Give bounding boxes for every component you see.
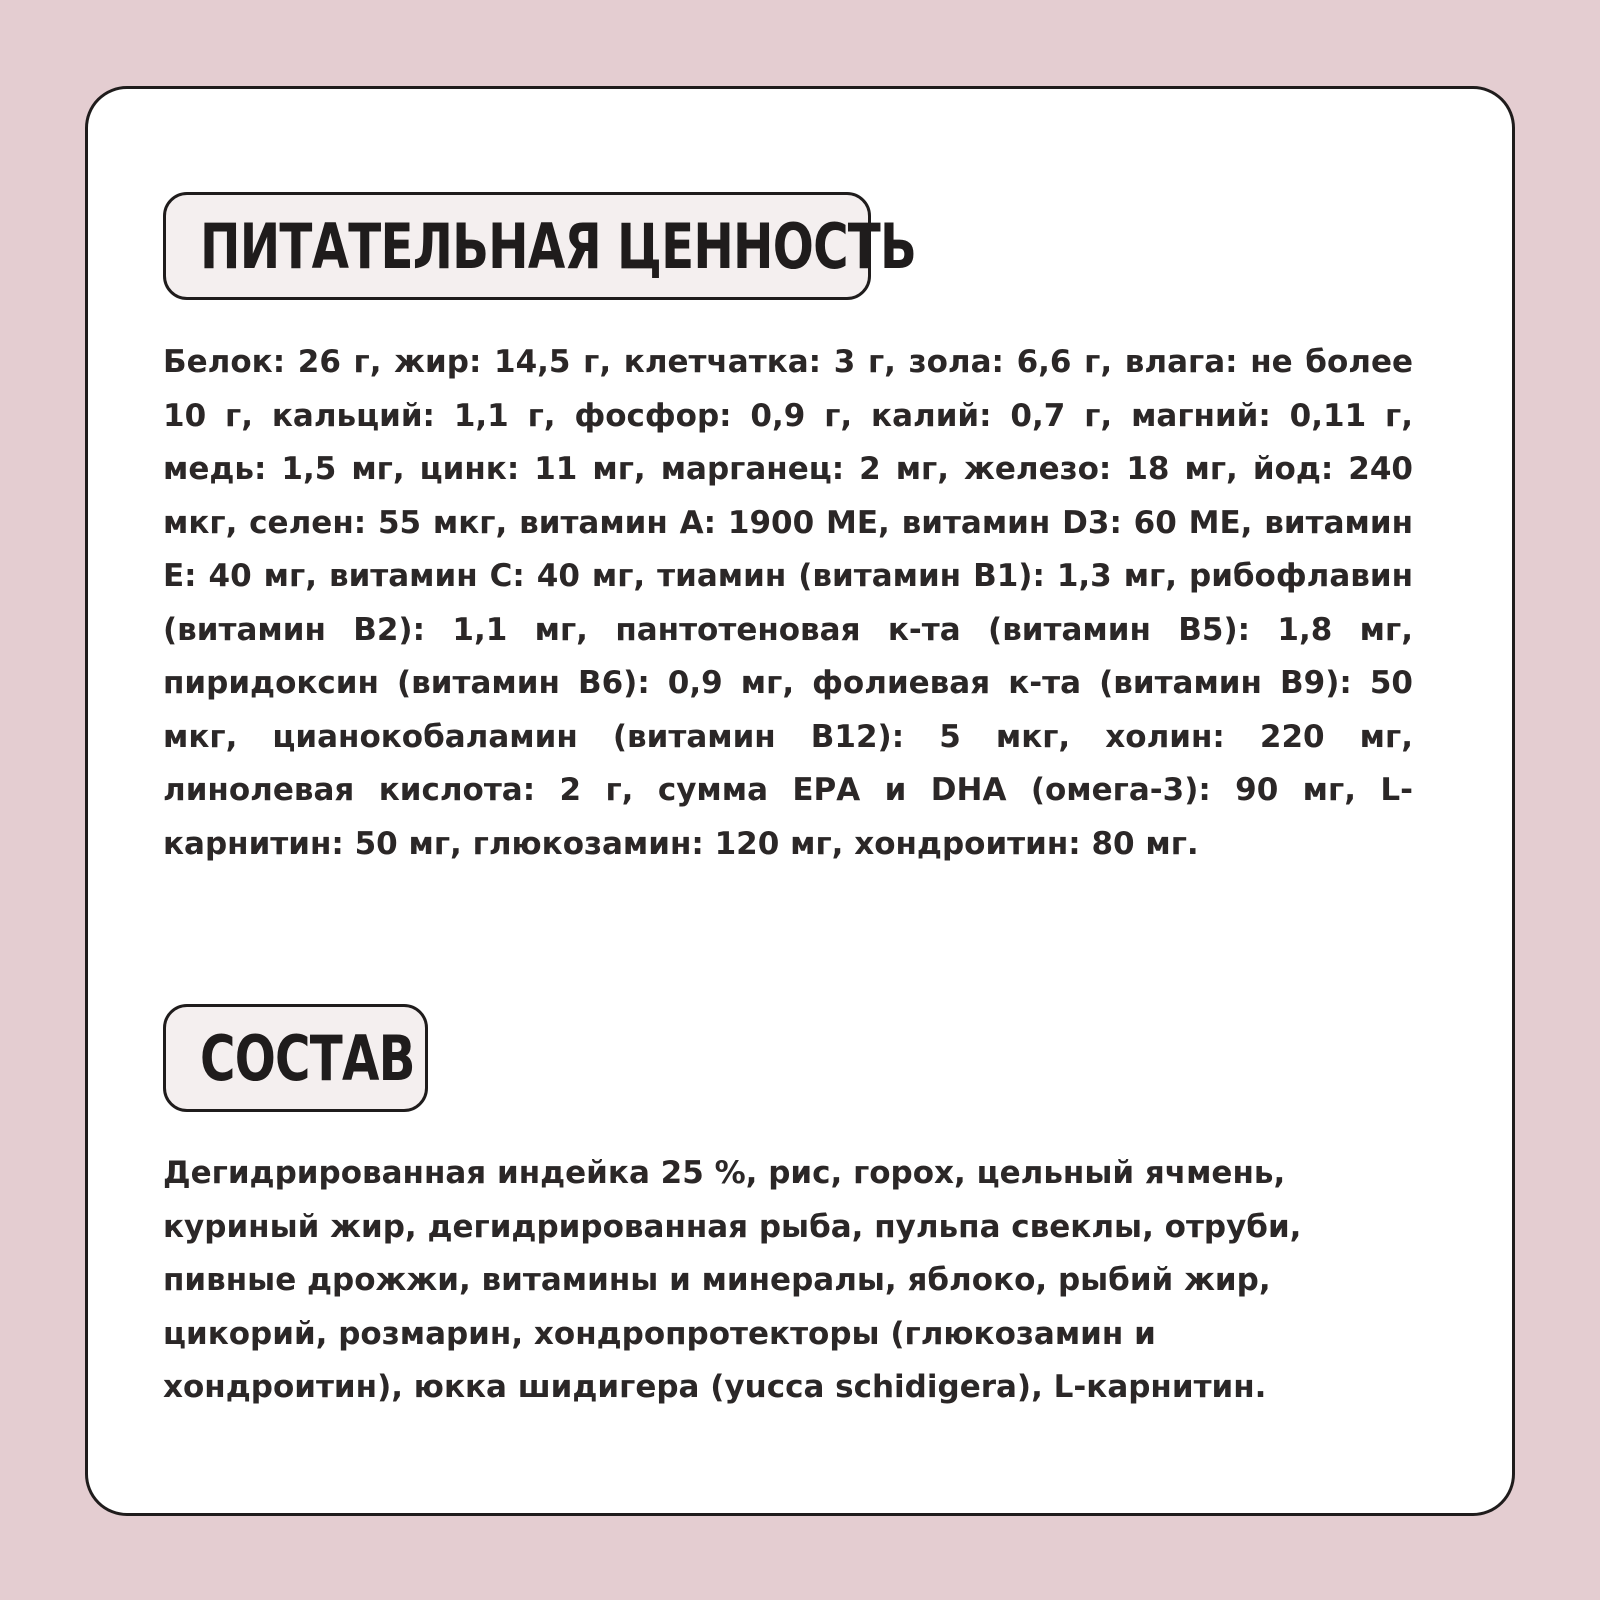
info-card (85, 86, 1515, 1516)
composition-heading: СОСТАВ (200, 1021, 415, 1095)
composition-heading-badge (163, 1004, 428, 1112)
nutrition-heading-badge (163, 192, 917, 300)
nutrition-text: Белок: 26 г, жир: 14,5 г, клетчатка: 3 г, зола: 6,6 г, влага: не более 10 г, кальций: 1,1 г, фосфор: 0,9 г, калий: 0,7 г, магний: 0,11 г, медь: 1,5 мг, цинк: 11 мг, марганец: 2 мг, железо: 18 мг, йод: 240 мкг, селен: 55 мкг, витамин А: 1900 МЕ, витамин D3: 60 МЕ, витамин Е: 40 мг, витамин С: 40 мг, тиамин (витамин В1): 1,3 мг, рибофлавин (витамин В2): 1,1 мг, пантотеновая к-та (витамин В5): 1,8 мг, пиридоксин (витамин В6): 0,9 мг, фолиевая к-та (витамин В9): 50 мкг, цианокобаламин (витамин В12): 5 мкг, холин: 220 мг, линолевая кислота: 2 г, сумма ЕРА и DHA (омега-3): 90 мг, L-карнитин: 50 мг, глюкозамин: 120 мг, хондроитин: 80 мг. (163, 344, 1413, 862)
nutrition-heading: ПИТАТЕЛЬНАЯ ЦЕННОСТЬ (200, 209, 917, 283)
composition-text: Дегидрированная индейка 25 %, рис, горох, цельный ячмень, куриный жир, дегидрированная рыба, пульпа свеклы, отруби, пивные дрожжи, витамины и минералы, яблоко, рыбий жир, цикорий, розмарин, хондропротекторы (глюкозамин и хондроитин), юкка шидигера (yucca schidigera), L-карнитин. (163, 1155, 1302, 1405)
